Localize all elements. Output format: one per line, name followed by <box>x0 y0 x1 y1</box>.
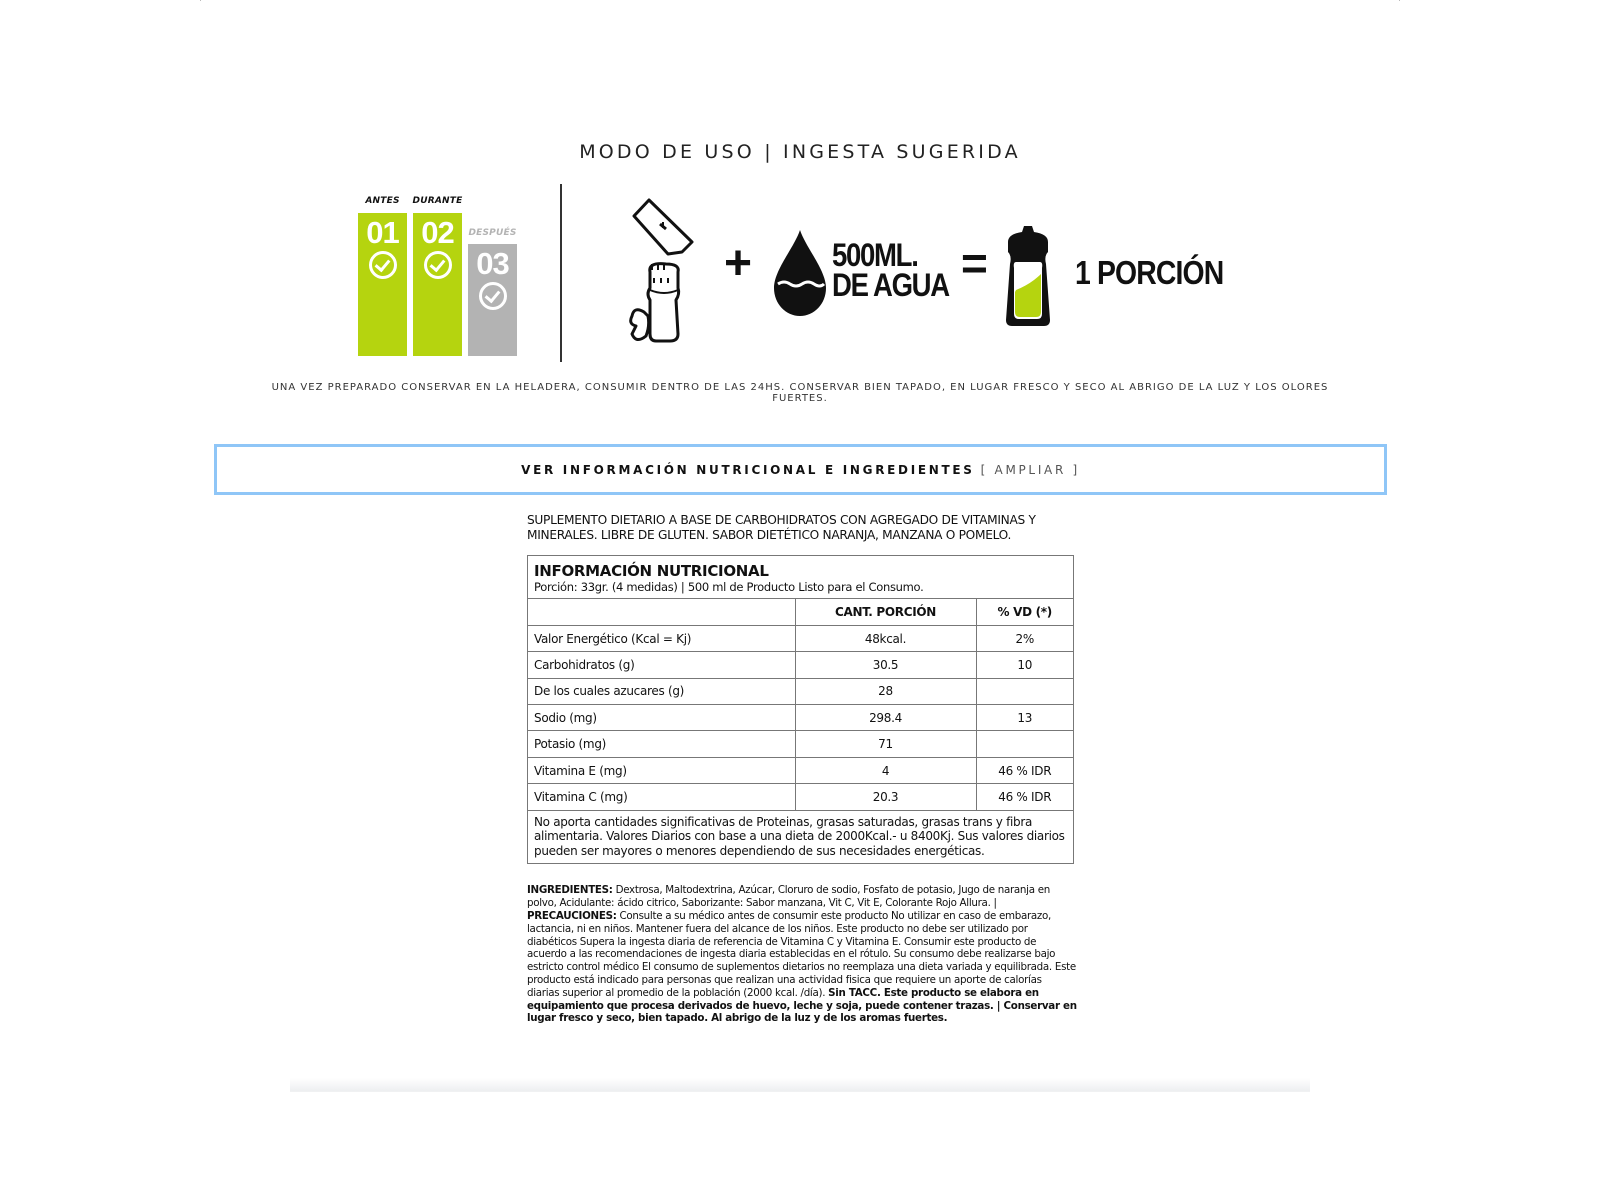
table-row <box>528 652 1073 678</box>
preparation-equation <box>620 184 1240 344</box>
water-amount <box>832 237 949 303</box>
corner-mark-top-right <box>1399 0 1400 1</box>
nutrient-amount: 30.5 <box>795 652 976 678</box>
product-label <box>527 513 1077 1025</box>
nutrient-name: Sodio (mg) <box>528 705 795 731</box>
corner-mark-top-left <box>200 0 201 1</box>
page-title: MODO DE USO | INGESTA SUGERIDA <box>579 141 1021 163</box>
nutrient-vd: 13 <box>976 705 1073 731</box>
nutrient-amount: 48kcal. <box>795 625 976 651</box>
plus-sign: + <box>724 237 753 290</box>
expand-action-link[interactable]: [ AMPLIAR ] <box>980 462 1080 477</box>
serving-size: Porción: 33gr. (4 medidas) | 500 ml de Producto Listo para el Consumo. <box>534 580 924 594</box>
nutrient-name: Vitamina E (mg) <box>528 757 795 783</box>
column-header-amount: CANT. PORCIÓN <box>795 599 976 625</box>
step-label: DESPUÉS <box>468 228 517 238</box>
table-row <box>528 757 1073 783</box>
vertical-divider <box>560 184 562 362</box>
nutrient-amount: 20.3 <box>795 784 976 810</box>
storage-note: UNA VEZ PREPARADO CONSERVAR EN LA HELADERA, CONSUMIR DENTRO DE LAS 24HS. CONSERVAR BIEN TAPADO, EN LUGAR FRESCO Y SECO AL ABRIGO DE LA LUZ Y LOS OLORES FUERTES. <box>271 382 1329 404</box>
nutrient-vd: 2% <box>976 625 1073 651</box>
nutrient-vd <box>976 678 1073 704</box>
timing-steps <box>358 196 528 356</box>
nutrient-amount: 4 <box>795 757 976 783</box>
section-bottom-shadow <box>290 1078 1310 1092</box>
table-row <box>528 705 1073 731</box>
allergen-storage-text: Sin TACC. Este producto se elabora en equipamiento que procesa derivados de huevo, leche y soja, puede contener trazas. | Conservar en lugar fresco y seco, bien tapado. Al abrigo de la luz y de los aromas fuertes. <box>527 986 1077 1025</box>
table-row <box>528 678 1073 704</box>
nutrient-name: Valor Energético (Kcal = Kj) <box>528 625 795 651</box>
precautions-label: PRECAUCIONES: <box>527 910 617 922</box>
nutrient-name: De los cuales azucares (g) <box>528 678 795 704</box>
ingredients-text <box>527 884 1077 1025</box>
nutrition-table <box>527 555 1074 864</box>
result-portion: 1 PORCIÓN <box>1075 254 1224 291</box>
nutrient-vd: 10 <box>976 652 1073 678</box>
table-row <box>528 731 1073 757</box>
column-header-vd: % VD (*) <box>976 599 1073 625</box>
water-line-1: 500ML. <box>832 237 918 273</box>
sport-bottle-icon <box>1004 224 1052 328</box>
check-circle-icon <box>369 251 397 279</box>
expand-label: VER INFORMACIÓN NUTRICIONAL E INGREDIENTES <box>521 462 975 477</box>
sachet-bottle-icon <box>620 184 700 344</box>
table-row <box>528 784 1073 810</box>
nutrient-name: Carbohidratos (g) <box>528 652 795 678</box>
nutrient-amount: 298.4 <box>795 705 976 731</box>
nutrition-header <box>528 556 1073 599</box>
equals-sign: = <box>961 237 988 289</box>
step-despues <box>468 228 517 356</box>
step-antes <box>358 196 407 356</box>
water-line-2: DE AGUA <box>832 267 949 303</box>
column-header-nutrient <box>528 599 795 625</box>
step-label: DURANTE <box>412 196 463 206</box>
step-number: 01 <box>366 215 399 250</box>
check-circle-icon <box>424 251 452 279</box>
step-number: 03 <box>476 246 509 281</box>
nutrition-grid <box>528 599 1073 811</box>
step-durante <box>412 196 463 356</box>
ingredients-list: Dextrosa, Maltodextrina, Azúcar, Cloruro de sodio, Fosfato de potasio, Jugo de naranja en polvo, Acidulante: ácido citrico, Saborizante: Sabor manzana, Vit C, Vit E, Colorante Rojo Allura. | <box>527 884 1050 910</box>
nutrient-name: Potasio (mg) <box>528 731 795 757</box>
precautions-text: Consulte a su médico antes de consumir este producto No utilizar en caso de embarazo, lactancia, ni en niños. Mantener fuera del alcance de los niños. Este producto no debe ser utilizado por diabéticos Supera la ingesta diaria de referencia de Vitamina C y Vitamina E. Consumir este producto de acuerdo a las recomendaciones de ingesta diaria establecidas en el rótulo. Su consumo debe realizarse bajo estricto control médico El consumo de suplementos dietarios no reemplaza una dieta variada y equilibrada. Este producto está indicado para personas que realizan una actividad fisica que requiere un aporte de calorías diarias superior al promedio de la población (2000 kcal. /día). <box>527 910 1076 999</box>
nutrient-name: Vitamina C (mg) <box>528 784 795 810</box>
nutrient-amount: 28 <box>795 678 976 704</box>
product-description: SUPLEMENTO DIETARIO A BASE DE CARBOHIDRATOS CON AGREGADO DE VITAMINAS Y MINERALES. LIBRE DE GLUTEN. SABOR DIETÉTICO NARANJA, MANZANA O POMELO. <box>527 513 1036 542</box>
nutrient-vd: 46 % IDR <box>976 757 1073 783</box>
nutrition-footnote: No aporta cantidades significativas de Proteinas, grasas saturadas, grasas trans y fibra alimentaria. Valores Diarios con base a una dieta de 2000Kcal.- u 8400Kj. Sus valores diarios pueden ser mayores o menores dependiendo de sus necesidades energéticas. <box>534 814 1065 858</box>
check-circle-icon <box>479 282 507 310</box>
table-row <box>528 625 1073 651</box>
step-label: ANTES <box>365 196 400 206</box>
step-number: 02 <box>421 215 454 250</box>
nutrient-vd: 46 % IDR <box>976 784 1073 810</box>
table-header-row <box>528 599 1073 625</box>
expand-nutrition-button[interactable] <box>214 444 1387 495</box>
nutrient-vd <box>976 731 1073 757</box>
nutrition-title: INFORMACIÓN NUTRICIONAL <box>534 562 769 580</box>
nutrient-amount: 71 <box>795 731 976 757</box>
ingredients-label: INGREDIENTES: <box>527 884 613 897</box>
water-drop-icon <box>772 228 828 318</box>
